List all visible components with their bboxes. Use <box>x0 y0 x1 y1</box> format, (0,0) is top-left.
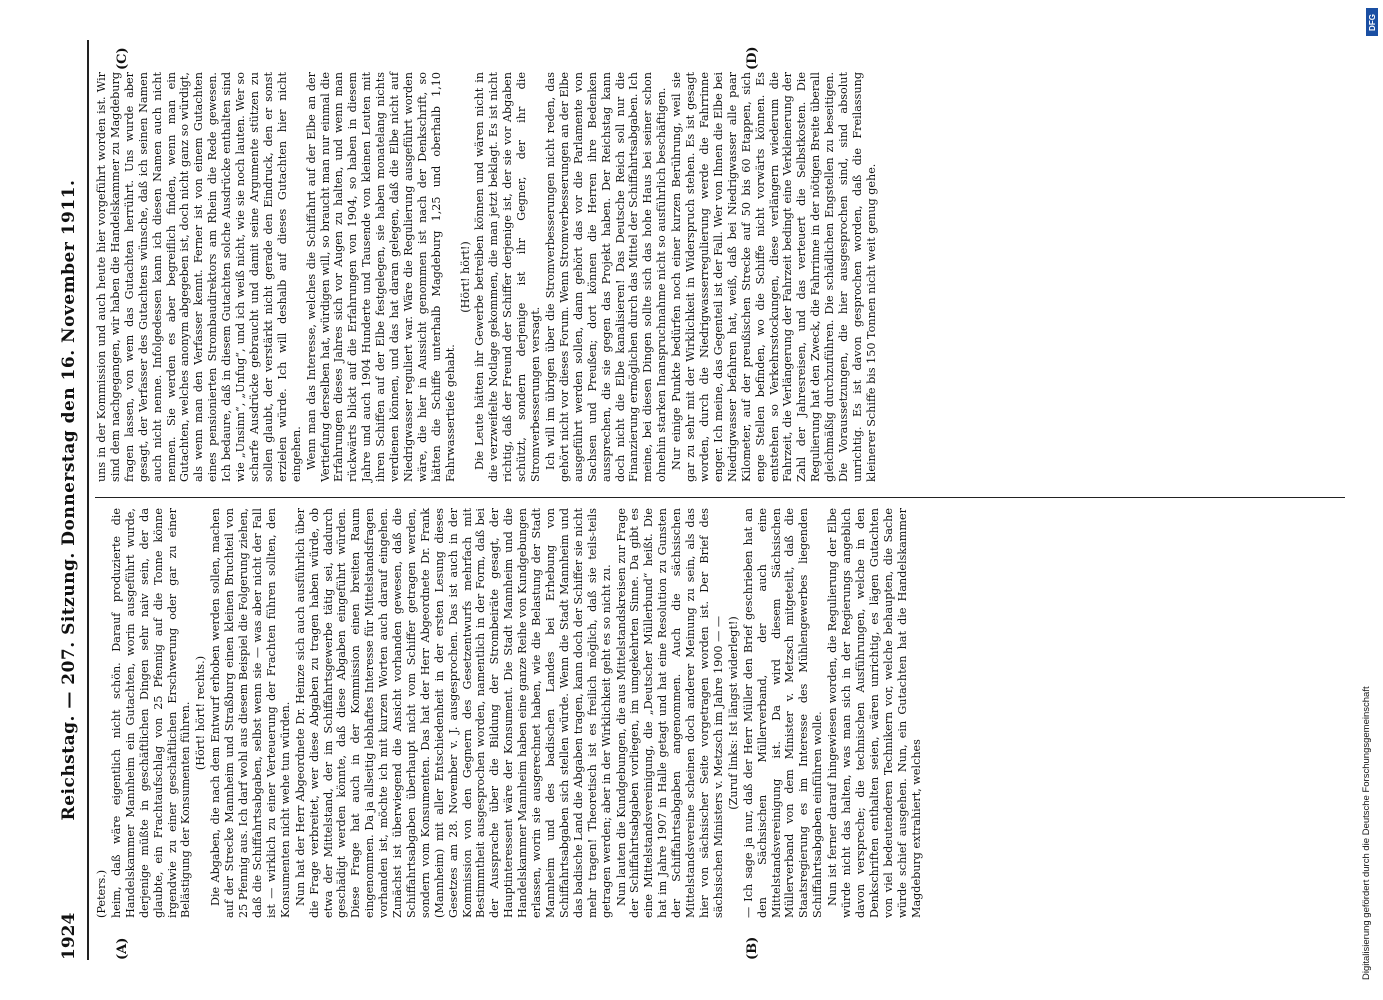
left-column <box>95 508 924 918</box>
paragraph: uns in der Kommission und auch heute hier vorgeführt worden ist. Wir sind dem nachgegangen, wir haben die Handelskammer zu Magdeburg fragen lassen, von wem das Gutachten herrührt. Uns wurde aber gesagt, der Verfasser des Gutachtens wünsche, daß ich seinen Namen auch nicht nenne. Infolgedessen kann ich diesen Namen auch nicht nennen. Sie werden es aber begreiflich finden, wenn man ein Gutachten, welches anonym abgegeben ist, doch nicht ganz so würdigt, als wenn man den Verfasser kennt. Ferner ist von einem Gutachten eines pensionierten Strombaudirektors am Rhein die Rede gewesen. Ich bedaure, daß in diesem Gutachten solche Ausdrücke enthalten sind wie „Unsinn“, „Unfug“, und ich weiß nicht, wie sie noch lauten. Wer so scharfe Ausdrücke gebraucht und damit seine Argumente stützen zu sollen glaubt, der verstärkt nicht gerade den Eindruck, den er sonst erzielen würde. Ich will deshalb auf dieses Gutachten hier nicht eingehen. <box>95 72 303 482</box>
paragraph: — Ich sage ja nur, daß der Herr Müller den Brief geschrieben hat an den Sächsischen Müllerverband, der auch eine Mittelstandsvereinigung ist. Da wird diesem Sächsischen Müllerverband von dem Minister v. Metzsch mitgeteilt, daß die Staatsregierung es im Interesse des Mühlengewerbes liegenden Schiffahrtsabgaben einführen wolle. <box>741 508 825 918</box>
digitization-credit: Digitalisierung gefördert durch die Deutsche Forschungsgemeinschaft <box>1361 686 1372 980</box>
page-number: 1924 <box>59 912 79 960</box>
paragraph: Nur einige Punkte bedürfen noch einer kurzen Berührung, weil sie gar zu sehr mit der Wirklichkeit in Widerspruch stehen. Es ist gesagt worden, durch die Niedrigwasserregulierung werde die Fahrrinne enger. Ich meine, das Gegenteil ist der Fall. Wer von Ihnen die Elbe bei Niedrigwasser befahren hat, weiß, daß bei Niedrigwasser alle paar Kilometer, auf der preußischen Strecke auf 50 bis 60 Etappen, sich enge Stellen befinden, wo die Schiffe nicht vorwärts können. Es entstehen so Verkehrsstockungen, diese verlängern wiederum die Fahrzeit, die Verlängerung der Fahrzeit bedingt eine Verkleinerung der Zahl der Jahresreisen, und das verteuert die Selbstkosten. Die Regulierung hat den Zweck, die Fahrrinne in der nötigen Breite überall gleichmäßig durchzuführen. Die schädlichen Engstellen zu beseitigen. Die Voraussetzungen, die hier ausgesprochen sind, sind absolut unrichtig. Es ist davon gesprochen worden, daß die Freilassung kleinerer Schiffe bis 150 Tonnen nicht weit genug gehe. <box>670 72 878 482</box>
paragraph: Nun hat der Herr Abgeordnete Dr. Heinze sich auch ausführlich über die Frage verbreitet, wer diese Abgaben zu tragen haben würde, ob etwa der Mittelstand, der im Schiffahrtsgewerbe tätig sei, dadurch geschädigt werden könnte, daß diese Abgaben eingeführt würden. Diese Frage hat auch in der Kommission einen breiten Raum eingenommen. Da ja allseitig lebhaftes Interesse für Mittelstandsfragen vorhanden ist, möchte ich mit kurzen Worten auch darauf eingehen. Zunächst ist überwiegend die Ansicht vorhanden gewesen, daß die Schiffahrtsabgaben überhaupt nicht vom Schiffer getragen werden, sondern vom Konsumenten. Das hat der Herr Abgeordnete Dr. Frank (Mannheim) mit aller Entschiedenheit in der ersten Lesung dieses Gesetzes am 28. November v. J. ausgesprochen. Das ist auch in der Kommission von den Gegnern des Gesetzentwurfs mehrfach mit Bestimmtheit ausgesprochen worden, namentlich in der Form, daß bei der Aussprache über die Bildung der Strombeiräte gesagt, der Hauptinteressent wäre der Konsument. Die Stadt Mannheim und die Handelskammer Mannheim haben eine ganze Reihe von Kundgebungen erlassen, worin sie ausgerechnet haben, wie die Belastung der Stadt Mannheim und des badischen Landes bei Erhebung von Schiffahrtsabgaben sich stellen würde. Wenn die Stadt Mannheim und das badische Land die Abgaben tragen, kann doch der Schiffer sie nicht mehr tragen! Theoretisch ist es freilich möglich, daß sie teils-teils getragen werden; aber in der Wirklichkeit geht es so nicht zu. <box>293 508 613 918</box>
speaker-label: (Peters.) <box>95 869 108 918</box>
margin-mark-c: (C) <box>115 47 130 70</box>
paragraph: Nun lauten die Kundgebungen, die aus Mittelstandskreisen zur Frage der Schiffahrtsabgaben vorliegen, im umgekehrten Sinne. Da gibt es eine Mittelstandsvereinigung, die „Deutscher Müllerbund“ heißt. Die hat im Jahre 1907 in Halle getagt und hat eine Resolution zu Gunsten der Schiffahrtsabgaben angenommen. Auch die sächsischen Mittelstandsvereine scheinen doch anderer Meinung zu sein, als das hier von sächsischer Seite vorgetragen worden ist. Der Brief des sächsischen Ministers v. Metzsch im Jahre 1900 — — <box>614 508 725 918</box>
margin-mark-a: (A) <box>115 937 130 960</box>
page-header <box>55 40 85 960</box>
margin-mark-b: (B) <box>745 936 760 960</box>
page-title: Reichstag. — 207. Sitzung. Donnerstag den 16. November 1911. <box>59 179 79 821</box>
dfg-logo <box>1366 8 1378 36</box>
right-column <box>95 72 880 482</box>
interjection: (Hört! hört!) <box>458 241 472 313</box>
dfg-logo-text: DFG <box>1367 13 1377 31</box>
margin-mark-d: (D) <box>745 46 760 70</box>
rotated-page <box>55 40 1345 960</box>
paragraph: Die Abgaben, die nach dem Entwurf erhoben werden sollen, machen auf der Strecke Mannheim und Straßburg einen kleinen Bruchteil von 25 Pfennig aus. Ich darf wohl aus diesem Beispiel die Folgerung ziehen, daß die Schiffahrtsabgaben, selbst wenn sie — was aber nicht der Fall ist — wirklich zu einer Verteuerung der Frachten führen sollten, den Konsumenten nicht wehe tun würden. <box>209 508 292 918</box>
paragraph: Die Leute hätten ihr Gewerbe betreiben können und wären nicht in die verzweifelte Notlage gekommen, die man jetzt beklagt. Es ist nicht richtig, daß der Freund der Schiffer derjenige ist, der sie vor Abgaben schützt, sondern derjenige ist ihr Gegner, der ihr die Stromverbesserungen versagt. <box>473 72 543 482</box>
header-rule <box>87 40 89 960</box>
column-divider <box>95 497 1345 498</box>
paragraph: Nun ist ferner darauf hingewiesen worden, die Regulierung der Elbe würde nicht das halten, was man sich in der Regierungs angeblich davon verspreche; die technischen Ausführungen, welche in den Denkschriften enthalten seien, wären unrichtig, es lägen Gutachten von viel bedeutenderen Technikern vor, welche behaupten, die Sache würde schief ausgehen. Nun, ein Gutachten hat die Handelskammer Magdeburg extrahiert, welches <box>826 508 923 918</box>
paragraph: heim, daß wäre eigentlich nicht schön. Darauf produzierte die Handelskammer Mannheim ein Gutachten, worin ausgeführt wurde, derjenige müßte in geschäftlichen Dingen sehr naiv sein, der da glaubte, ein Frachtaufschlag von 25 Pfennig auf die Tonne könne irgendwie zu einer geschäftlichen Erschwerung oder gar zu einer Belästigung der Konsumenten führen. <box>109 508 193 918</box>
paragraph: Wenn man das Interesse, welches die Schiffahrt auf der Elbe an der Vertiefung derselben hat, würdigen will, so braucht man nur einmal die Erfahrungen dieses Jahres sich vor Augen zu halten, und wenn man rückwärts blickt auf die Erfahrungen von 1904, so haben in diesem Jahre und auch 1904 Hunderte und Tausende von kleinen Leuten mit ihren Schiffen auf der Elbe festgelegen, sie haben monatelang nichts verdienen können, und das hat daran gelegen, daß die Elbe nicht auf Niedrigwasser reguliert war. Wäre die Regulierung ausgeführt worden wäre, die hier in Aussicht genommen ist nach der Denkschrift, so hätten die Schiffe unterhalb Magdeburg 1,25 und oberhalb 1,10 Fahrwassertiefe gehabt. <box>304 72 457 482</box>
paragraph: Ich will im übrigen über die Stromverbesserungen nicht reden, das gehört nicht vor dieses Forum. Wenn Stromverbesserungen an der Elbe ausgeführt werden sollen, dann gehört das vor die Parlamente von Sachsen und Preußen; dort können die Herren ihre Bedenken aussprechen, die sie gegen das Projekt haben. Der Reichstag kann doch nicht die Elbe kanalisieren! Das Deutsche Reich soll nur die Finanzierung ermöglichen durch das Mittel der Schiffahrtsabgaben. Ich meine, bei diesen Dingen sollte sich das hohe Haus bei seiner schon ohnehin starken Inanspruchnahme nicht so ausführlich beschäftigen. <box>544 72 669 482</box>
interjection: (Zuruf links: Ist längst widerlegt!) <box>726 616 740 810</box>
interjection: (Hört! hört! rechts.) <box>194 655 208 771</box>
